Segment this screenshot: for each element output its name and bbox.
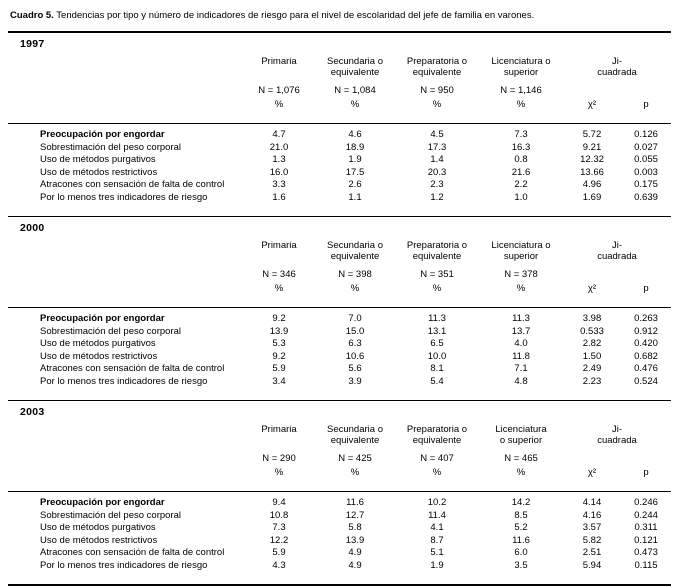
cell-value: 13.1 (427, 325, 447, 337)
header-spacer (8, 280, 243, 308)
n-value: N = 351 (420, 269, 454, 280)
cell-value: 3.9 (348, 375, 362, 387)
cell-value: 11.6 (315, 492, 395, 510)
cell-value: 0.639 (634, 191, 658, 203)
cell-value: 13.7 (511, 325, 531, 337)
cell-value: 7.3 (479, 124, 563, 142)
cell-value: 13.9 (345, 534, 365, 546)
cell-value: 10.0 (427, 350, 447, 362)
cell-value: 5.4 (430, 375, 444, 387)
column-header: Secundaria o equivalente (327, 424, 383, 446)
header-spacer (8, 446, 243, 464)
cell-value: 5.82 (582, 534, 602, 546)
header-spacer (563, 446, 671, 464)
cell-value: 4.6 (315, 124, 395, 142)
cell-value: 10.2 (395, 492, 479, 510)
cell-value: 2.51 (582, 547, 602, 558)
cell-value: 4.0 (514, 338, 528, 349)
row-label: Por lo menos tres indicadores de riesgo (40, 191, 208, 203)
table-row (8, 167, 671, 180)
percent-header: % (274, 99, 284, 110)
table-row (8, 179, 671, 192)
cell-value: 1.69 (582, 191, 602, 203)
cell-value: 13.9 (269, 325, 289, 337)
n-value: N = 346 (262, 269, 296, 280)
cell-value: 1.4 (430, 154, 444, 165)
cell-value: 1.6 (272, 191, 286, 203)
n-value: N = 398 (338, 269, 372, 280)
cell-value: 3.4 (272, 375, 286, 387)
header-row-columns (8, 50, 671, 78)
cell-value: 0.126 (621, 124, 671, 142)
cell-value: 4.7 (243, 124, 315, 142)
row-label: Uso de métodos purgativos (40, 154, 156, 165)
cell-value: 20.3 (427, 166, 447, 178)
cell-value: 0.533 (580, 325, 604, 337)
chi-squared-symbol: χ² (587, 467, 597, 478)
cell-value: 5.6 (348, 363, 362, 374)
cell-value: 5.9 (272, 363, 286, 374)
header-spacer (563, 78, 671, 96)
caption-label: Cuadro 5. (10, 10, 54, 21)
n-value: N = 425 (338, 453, 372, 464)
row-label: Uso de métodos restrictivos (40, 534, 158, 546)
percent-header: % (516, 467, 526, 478)
n-value: N = 465 (504, 453, 538, 464)
cell-value: 2.23 (582, 375, 602, 387)
cell-value: 14.2 (479, 492, 563, 510)
cell-value: 7.0 (315, 308, 395, 326)
cell-value: 12.7 (345, 509, 365, 521)
n-value: N = 290 (262, 453, 296, 464)
cell-value: 11.8 (512, 350, 530, 362)
row-label: Uso de métodos restrictivos (40, 350, 158, 362)
cell-value: 1.2 (430, 191, 444, 203)
cell-value: 1.9 (348, 154, 362, 165)
percent-header: % (274, 283, 284, 294)
row-label: Sobrestimación del peso corporal (40, 141, 181, 153)
p-value-header: p (643, 283, 649, 294)
cell-value: 16.3 (511, 141, 531, 153)
cell-value: 3.98 (563, 308, 621, 326)
cell-value: 0.263 (621, 308, 671, 326)
cell-value: 21.6 (511, 166, 531, 178)
year-label: 2003 (20, 406, 45, 418)
cell-value: 10.6 (345, 350, 365, 362)
cell-value: 5.94 (582, 559, 602, 571)
row-label: Por lo menos tres indicadores de riesgo (40, 375, 208, 387)
cell-value: 5.8 (348, 522, 362, 533)
table-row (8, 560, 671, 573)
table-row (8, 535, 671, 548)
cell-value: 9.2 (243, 308, 315, 326)
caption-text: Tendencias por tipo y número de indicadores de riesgo para el nivel de escolaridad del jefe de familia en varones. (53, 10, 535, 21)
cell-value: 0.476 (634, 363, 658, 374)
row-label: Preocupación por engordar (8, 308, 243, 326)
row-label: Atracones con sensación de falta de control (40, 363, 225, 374)
table-row (8, 522, 671, 535)
cell-value: 1.3 (272, 154, 286, 165)
header-row-units (8, 464, 671, 492)
year-section-2000 (8, 216, 671, 400)
column-header: Preparatoria o equivalente (406, 240, 468, 262)
column-header: Primaria (261, 424, 297, 435)
header-row-columns (8, 234, 671, 262)
table-row (8, 124, 671, 142)
cell-value: 21.0 (269, 141, 289, 153)
column-header: Primaria (261, 56, 297, 67)
cell-value: 13.66 (580, 166, 604, 178)
column-header: Licenciatura o superior (495, 424, 547, 446)
column-header-chi-squared: Ji- cuadrada (597, 424, 637, 446)
cell-value: 17.3 (427, 141, 447, 153)
cell-value: 3.5 (514, 559, 528, 571)
percent-header: % (516, 283, 526, 294)
cell-value: 12.32 (580, 154, 604, 165)
cell-value: 7.3 (272, 522, 286, 533)
header-row-units (8, 96, 671, 124)
chi-squared-symbol: χ² (587, 99, 597, 110)
table-row (8, 351, 671, 364)
cell-value: 0.055 (634, 154, 658, 165)
results-table (8, 31, 671, 586)
cell-value: 4.14 (563, 492, 621, 510)
cell-value: 0.115 (634, 559, 658, 571)
year-section-1997 (8, 33, 671, 216)
cell-value: 1.1 (348, 191, 362, 203)
row-label: Uso de métodos restrictivos (40, 166, 158, 178)
column-header: Licenciatura o superior (491, 240, 551, 262)
data-table (8, 50, 671, 204)
cell-value: 2.2 (514, 179, 528, 190)
cell-value: 3.3 (272, 179, 286, 190)
header-spacer (8, 96, 243, 124)
cell-value: 11.4 (428, 509, 446, 521)
cell-value: 0.175 (634, 179, 658, 190)
percent-header: % (516, 99, 526, 110)
cell-value: 6.5 (430, 338, 444, 349)
cell-value: 3.57 (582, 522, 602, 533)
cell-value: 7.1 (514, 363, 528, 374)
cell-value: 16.0 (269, 166, 289, 178)
table-row (8, 192, 671, 205)
cell-value: 12.2 (269, 534, 289, 546)
table-row (8, 308, 671, 326)
cell-value: 6.0 (514, 547, 528, 558)
row-label: Preocupación por engordar (8, 492, 243, 510)
cell-value: 5.1 (430, 547, 444, 558)
cell-value: 4.9 (348, 559, 362, 571)
row-label: Sobrestimación del peso corporal (40, 509, 181, 521)
n-value: N = 1,084 (334, 85, 376, 96)
cell-value: 9.21 (582, 141, 602, 153)
n-value: N = 407 (420, 453, 454, 464)
table-caption (10, 10, 671, 22)
percent-header: % (432, 467, 442, 478)
column-header: Preparatoria o equivalente (406, 56, 468, 78)
year-section-2003 (8, 400, 671, 584)
data-table (8, 418, 671, 572)
n-value: N = 1,146 (500, 85, 542, 96)
table-row (8, 510, 671, 523)
column-header: Secundaria o equivalente (327, 240, 383, 262)
header-spacer (563, 262, 671, 280)
cell-value: 10.8 (269, 509, 289, 521)
column-header: Licenciatura o superior (491, 56, 551, 78)
n-value: N = 1,076 (258, 85, 300, 96)
cell-value: 4.3 (272, 559, 286, 571)
percent-header: % (350, 283, 360, 294)
table-row (8, 142, 671, 155)
cell-value: 9.4 (243, 492, 315, 510)
column-header: Secundaria o equivalente (327, 56, 383, 78)
row-label: Por lo menos tres indicadores de riesgo (40, 559, 208, 571)
cell-value: 2.82 (582, 338, 602, 349)
column-header: Preparatoria o equivalente (406, 424, 468, 446)
year-label: 1997 (20, 38, 45, 50)
n-value: N = 378 (504, 269, 538, 280)
header-spacer (8, 262, 243, 280)
table-row (8, 547, 671, 560)
header-row-units (8, 280, 671, 308)
cell-value: 0.524 (634, 375, 658, 387)
cell-value: 8.1 (430, 363, 444, 374)
percent-header: % (350, 467, 360, 478)
header-spacer (8, 50, 243, 78)
cell-value: 0.682 (634, 350, 658, 362)
header-row-columns (8, 418, 671, 446)
cell-value: 4.96 (582, 179, 602, 190)
cell-value: 5.2 (514, 522, 528, 533)
p-value-header: p (643, 467, 649, 478)
data-table (8, 234, 671, 388)
p-value-header: p (643, 99, 649, 110)
cell-value: 0.420 (634, 338, 658, 349)
table-row (8, 338, 671, 351)
cell-value: 0.003 (634, 166, 658, 178)
header-spacer (8, 234, 243, 262)
cell-value: 8.5 (514, 509, 528, 521)
cell-value: 18.9 (345, 141, 365, 153)
cell-value: 4.9 (348, 547, 362, 558)
table-row (8, 376, 671, 389)
cell-value: 4.1 (430, 522, 444, 533)
cell-value: 0.121 (634, 534, 658, 546)
cell-value: 1.0 (514, 191, 528, 203)
row-label: Uso de métodos purgativos (40, 338, 156, 349)
cell-value: 2.6 (348, 179, 362, 190)
cell-value: 11.3 (395, 308, 479, 326)
cell-value: 5.9 (272, 547, 286, 558)
table-row (8, 154, 671, 167)
cell-value: 6.3 (348, 338, 362, 349)
row-label: Atracones con sensación de falta de control (40, 547, 225, 558)
table-row (8, 492, 671, 510)
cell-value: 4.8 (514, 375, 528, 387)
cell-value: 0.311 (634, 522, 658, 533)
column-header: Primaria (261, 240, 297, 251)
column-header-chi-squared: Ji- cuadrada (597, 240, 637, 262)
year-label: 2000 (20, 222, 45, 234)
row-label: Sobrestimación del peso corporal (40, 325, 181, 337)
percent-header: % (350, 99, 360, 110)
header-row-n (8, 446, 671, 464)
cell-value: 11.6 (512, 534, 530, 546)
header-row-n (8, 262, 671, 280)
percent-header: % (274, 467, 284, 478)
header-spacer (8, 464, 243, 492)
cell-value: 4.5 (395, 124, 479, 142)
table-row (8, 326, 671, 339)
cell-value: 5.72 (563, 124, 621, 142)
cell-value: 9.2 (272, 350, 286, 362)
cell-value: 8.7 (430, 534, 444, 546)
cell-value: 17.5 (345, 166, 365, 178)
cell-value: 5.3 (272, 338, 286, 349)
row-label: Atracones con sensación de falta de control (40, 179, 225, 190)
cell-value: 4.16 (582, 509, 602, 521)
table-row (8, 363, 671, 376)
cell-value: 15.0 (345, 325, 365, 337)
cell-value: 2.3 (430, 179, 444, 190)
cell-value: 1.9 (430, 559, 444, 571)
n-value: N = 950 (420, 85, 454, 96)
column-header-chi-squared: Ji- cuadrada (597, 56, 637, 78)
row-label: Preocupación por engordar (8, 124, 243, 142)
header-row-n (8, 78, 671, 96)
cell-value: 0.912 (634, 325, 658, 337)
row-label: Uso de métodos purgativos (40, 522, 156, 533)
cell-value: 0.473 (634, 547, 658, 558)
chi-squared-symbol: χ² (587, 283, 597, 294)
cell-value: 0.027 (634, 141, 658, 153)
cell-value: 0.244 (634, 509, 658, 521)
header-spacer (8, 418, 243, 446)
header-spacer (8, 78, 243, 96)
cell-value: 0.246 (621, 492, 671, 510)
percent-header: % (432, 283, 442, 294)
cell-value: 0.8 (514, 154, 528, 165)
cell-value: 2.49 (582, 363, 602, 374)
percent-header: % (432, 99, 442, 110)
cell-value: 11.3 (479, 308, 563, 326)
cell-value: 1.50 (582, 350, 602, 362)
